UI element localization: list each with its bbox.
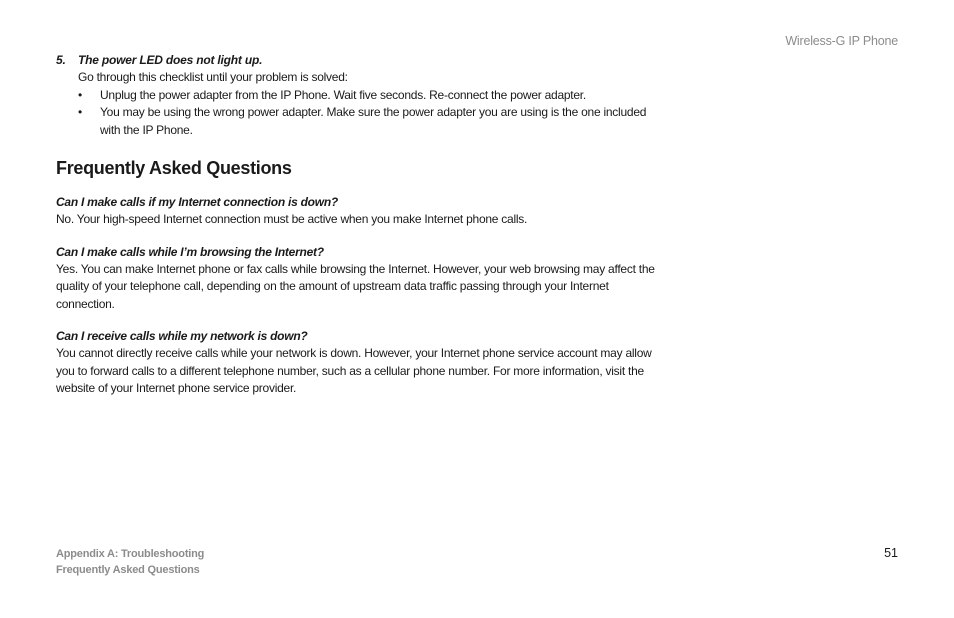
checklist-item: • You may be using the wrong power adapter. Make sure the power adapter you are using is the one included with the IP Phone. [78, 104, 666, 139]
faq-question: Can I receive calls while my network is down? [56, 329, 308, 343]
step-intro: Go through this checklist until your problem is solved: [78, 70, 348, 84]
faq-item [56, 244, 666, 314]
page-content [56, 52, 666, 398]
checklist [78, 87, 666, 140]
faq-answer: You cannot directly receive calls while your network is down. However, your Internet phone service account may allow you to forward calls to a different telephone number, such as a cellular phone number. For more information, visit the website of your Internet phone service provider. [56, 346, 652, 395]
faq-question: Can I make calls while I’m browsing the Internet? [56, 244, 324, 259]
footer-section: Frequently Asked Questions [56, 564, 200, 576]
faq-answer: Yes. You can make Internet phone or fax calls while browsing the Internet. However, your web browsing may affect the quality of your telephone call, depending on the amount of upstream data traffic passing through your Internet connection. [56, 261, 655, 311]
section-title: Frequently Asked Questions [56, 158, 292, 178]
page-number: 51 [884, 546, 898, 560]
faq-question: Can I make calls if my Internet connection is down? [56, 195, 338, 209]
step-body [56, 69, 666, 139]
step-heading [56, 52, 666, 69]
footer-chapter: Appendix A: Troubleshooting [56, 548, 205, 560]
document-header-title: Wireless-G IP Phone [785, 34, 898, 48]
step-heading-text: The power LED does not light up. [78, 53, 263, 67]
step-number: 5. [56, 53, 66, 67]
faq-answer: No. Your high-speed Internet connection must be active when you make Internet phone calls. [56, 212, 528, 226]
checklist-item: • Unplug the power adapter from the IP Phone. Wait five seconds. Re-connect the power adapter. [78, 87, 666, 105]
footer-breadcrumb [56, 546, 204, 578]
faq-item [56, 328, 666, 398]
faq-item [56, 194, 666, 229]
